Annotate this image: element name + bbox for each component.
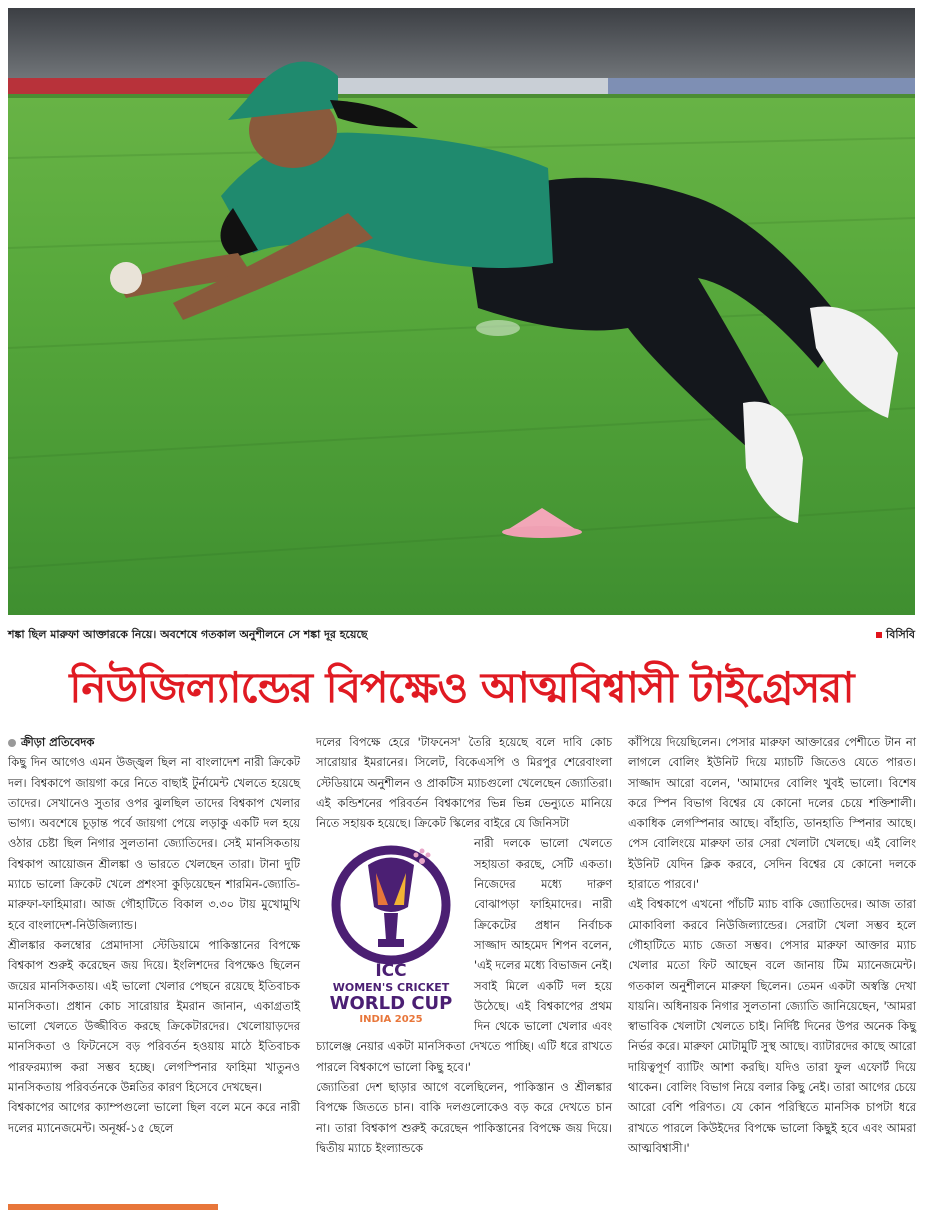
- logo-line-2: WORLD CUP: [329, 993, 453, 1015]
- photo-credit-text: বিসিবি: [886, 628, 915, 641]
- logo-line-3: INDIA 2025: [359, 1014, 423, 1026]
- paragraph: নারী দলকে ভালো খেলতে সহায়তা করছে, সেটি একতা। নিজেদের মধ্যে দারুণ বোঝাপড়া ফাহিমাদের। নারী ক্রিকেটের প্রধান নির্বাচক সাজ্জাদ আহমেদ শিপন বলেন, 'এই দলের মধ্যে বিভাজন নেই। সবাই মিলে একটি দল হয়ে উঠেছে। এই বিশ্বকাপের প্রথম দিন থেকে ভালো খেলার এবং চ্যালেঞ্জ নেয়ার একটা মানসিকতা দেখতে পাচ্ছি। এটি ধরে রাখতে পারলে বিশ্বকাপে ভালো কিছু হবে।': [316, 836, 612, 1074]
- byline: [8, 732, 300, 752]
- paragraph: জ্যোতিরা দেশ ছাড়ার আগে বলেছিলেন, পাকিস্তান ও শ্রীলঙ্কার বিপক্ষে জিততে চান। বাকি দলগুলোকেও বড় করে দেখতে চান না। তারা বিশ্বকাপ শুরুই করেছেন পাকিস্তানের বিপক্ষে জয় দিয়ে। দ্বিতীয় ম্যাচে ইংল্যান্ডকে: [316, 1080, 612, 1155]
- paragraph: এই বিশ্বকাপে এখনো পাঁচটি ম্যাচ বাকি জ্যোতিদের। আজ তারা মোকাবিলা করবে নিউজিল্যান্ডের। সেরাটা খেলা সম্ভব হলে গৌহাটিতে ম্যাচ জেতা সম্ভব। পেসার মারুফা আক্তার ম্যাচ খেলার মতো ফিট আছেন বলে জানায় টিম ম্যানেজমেন্ট। গতকাল অনুশীলনে মারুফা ছিলেন। তেমন একটা অস্বস্তি দেখা যায়নি। অধিনায়ক নিগার সুলতানা জ্যোতি জানিয়েছেন, 'আমরা স্বাভাবিক খেলাটা খেলতে চাই। নির্দিষ্ট দিনের উপর অনেক কিছু নির্ভর করে। মারুফা মোটামুটি সুস্থ আছে। ব্যাটারদের কাছে আরো দায়িত্বপূর্ণ ব্যাটিং আশা করছি। যদিও তারা ফুল এফোর্ট দিয়ে থাকেন। বোলিং বিভাগ নিয়ে বলার কিছু নেই। তারা আগের চেয়ে আরো বেশি পরিণত। যে কোন পরিস্থিতে মানসিক চাপটা ধরে রাখতে পারলে কিউইদের বিপক্ষে ভালো কিছুই হবে এবং আমরা আত্মবিশ্বাসী।': [628, 897, 916, 1155]
- article-column-2: [316, 732, 612, 1158]
- article-column-3: [628, 732, 916, 1158]
- byline-bullet-icon: [8, 739, 16, 747]
- photo-caption-row: [8, 624, 915, 644]
- logo-brand: ICC: [375, 961, 407, 982]
- paragraph: কাঁপিয়ে দিয়েছিলেন। পেসার মারুফা আক্তারের পেশীতে টান না লাগলে বোলিং ইউনিট দিয়ে ম্যাচটি জিতেও যেতে পারত। সাজ্জাদ আরো বলেন, 'আমাদের বোলিং খুবই ভালো। বিশেষ করে স্পিন বিভাগ বিশ্বের যে কোনো দলের চেয়ে শক্তিশালী। একাধিক লেগস্পিনার আছে। বাঁহাতি, ডানহাতি স্পিনার আছে। পেস বোলিংয়ে মারুফা তার সেরা খেলাটা খেলছে। এই বোলিং ইউনিট যেদিন ক্লিক করবে, সেদিন বিশ্বের যে কোনো দলকে হারাতে পারবে।': [628, 735, 916, 892]
- photo-credit: [876, 626, 915, 645]
- headline: নিউজিল্যান্ডের বিপক্ষেও আত্মবিশ্বাসী টাইগ্রেসরা: [69, 663, 854, 712]
- paragraph: কিছু দিন আগেও এমন উজ্জ্বল ছিল না বাংলাদেশ নারী ক্রিকেট দল। বিশ্বকাপে জায়গা করে নিতে বাছাই টুর্নামেন্ট খেলতে হয়েছে তাদের। সেখানেও সুতার ওপর ঝুলছিল তাদের বিশ্বকাপ খেলার ভাগ্য। অবশেষে চূড়ান্ত পর্বে জায়গা পেয়ে লড়াকু একটি দল হয়ে ওঠার চেষ্টা ছিল নিগার সুলতানা জ্যোতিদের। সেই মানসিকতায় বিশ্বকাপ আয়োজন শ্রীলঙ্কা ও ভারতে খেলছেন তারা। টানা দুটি ম্যাচে ভালো ক্রিকেট খেলে প্রশংসা কুড়িয়েছেন শারমিন-জ্যোতি-মারুফা-ফাহিমারা। আজ গৌহাটিতে বিকাল ৩.৩০ টায় মুখোমুখি হবে বাংলাদেশ-নিউজিল্যান্ড।: [8, 755, 300, 932]
- byline-text: ক্রীড়া প্রতিবেদক: [21, 735, 95, 749]
- logo-line-1: WOMEN'S CRICKET: [332, 981, 450, 995]
- paragraph: শ্রীলঙ্কার কলম্বোর প্রেমাদাসা স্টেডিয়ামে পাকিস্তানের বিপক্ষে বিশ্বকাপ শুরুই করেছেন জয় দিয়ে। ইংলিশদের বিপক্ষেও ছিলেন জয়ের মানসিকতায়। এই ভালো খেলার পেছনে রয়েছে ইতিবাচক মানসিকতা। প্রধান কোচ সারোয়ার ইমরান জানান, একাগ্রতাই ভালো খেলতে উজ্জীবিত করছে ক্রিকেটারদের। খেলোয়াড়দের মানসিকতা ও ফিটনেসে বড় পরিবর্তন হওয়ায় মাঠে ইতিবাচক পারফরম্যান্স করা সম্ভব হচ্ছে। লেগস্পিনার ফাহিমা খাতুনও মানসিকতায় পরিবর্তনকে উন্নতির কারণ হিসেবে দেখছেন।: [8, 937, 300, 1095]
- article-column-1: [8, 732, 300, 1138]
- paragraph: দলের বিপক্ষে হেরে 'টাফনেস' তৈরি হয়েছে বলে দাবি কোচ সারোয়ার ইমরানের। সিলেট, বিকেএসপি ও মিরপুর শেরেবাংলা স্টেডিয়ামে অনুশীলন ও প্রাকটিস ম্যাচগুলো খেলেছেন জ্যোতিরা। এই কন্ডিশনের পরিবর্তন বিশ্বকাপের ভিন্ন ভিন্ন ভেন্যুতে মানিয়ে নিতে সহায়ক হয়েছে। ক্রিকেট স্কিলের বাইরে যে জিনিসটা: [316, 735, 612, 831]
- hero-photo: [8, 8, 915, 615]
- photo-caption: শঙ্কা ছিল মারুফা আক্তারকে নিয়ে। অবশেষে গতকাল অনুশীলনে সে শঙ্কা দূর হয়েছে: [8, 628, 368, 641]
- trophy-icon: [316, 835, 466, 965]
- paragraph: বিশ্বকাপের আগের ক্যাম্পগুলো ভালো ছিল বলে মনে করে নারী দলের ম্যানেজমেন্ট। অনূর্ধ্ব-১৫ ছেলে: [8, 1100, 300, 1135]
- credit-square-icon: [876, 632, 882, 638]
- icc-wc-logo: [316, 835, 466, 1025]
- next-item-strip: [8, 1204, 218, 1210]
